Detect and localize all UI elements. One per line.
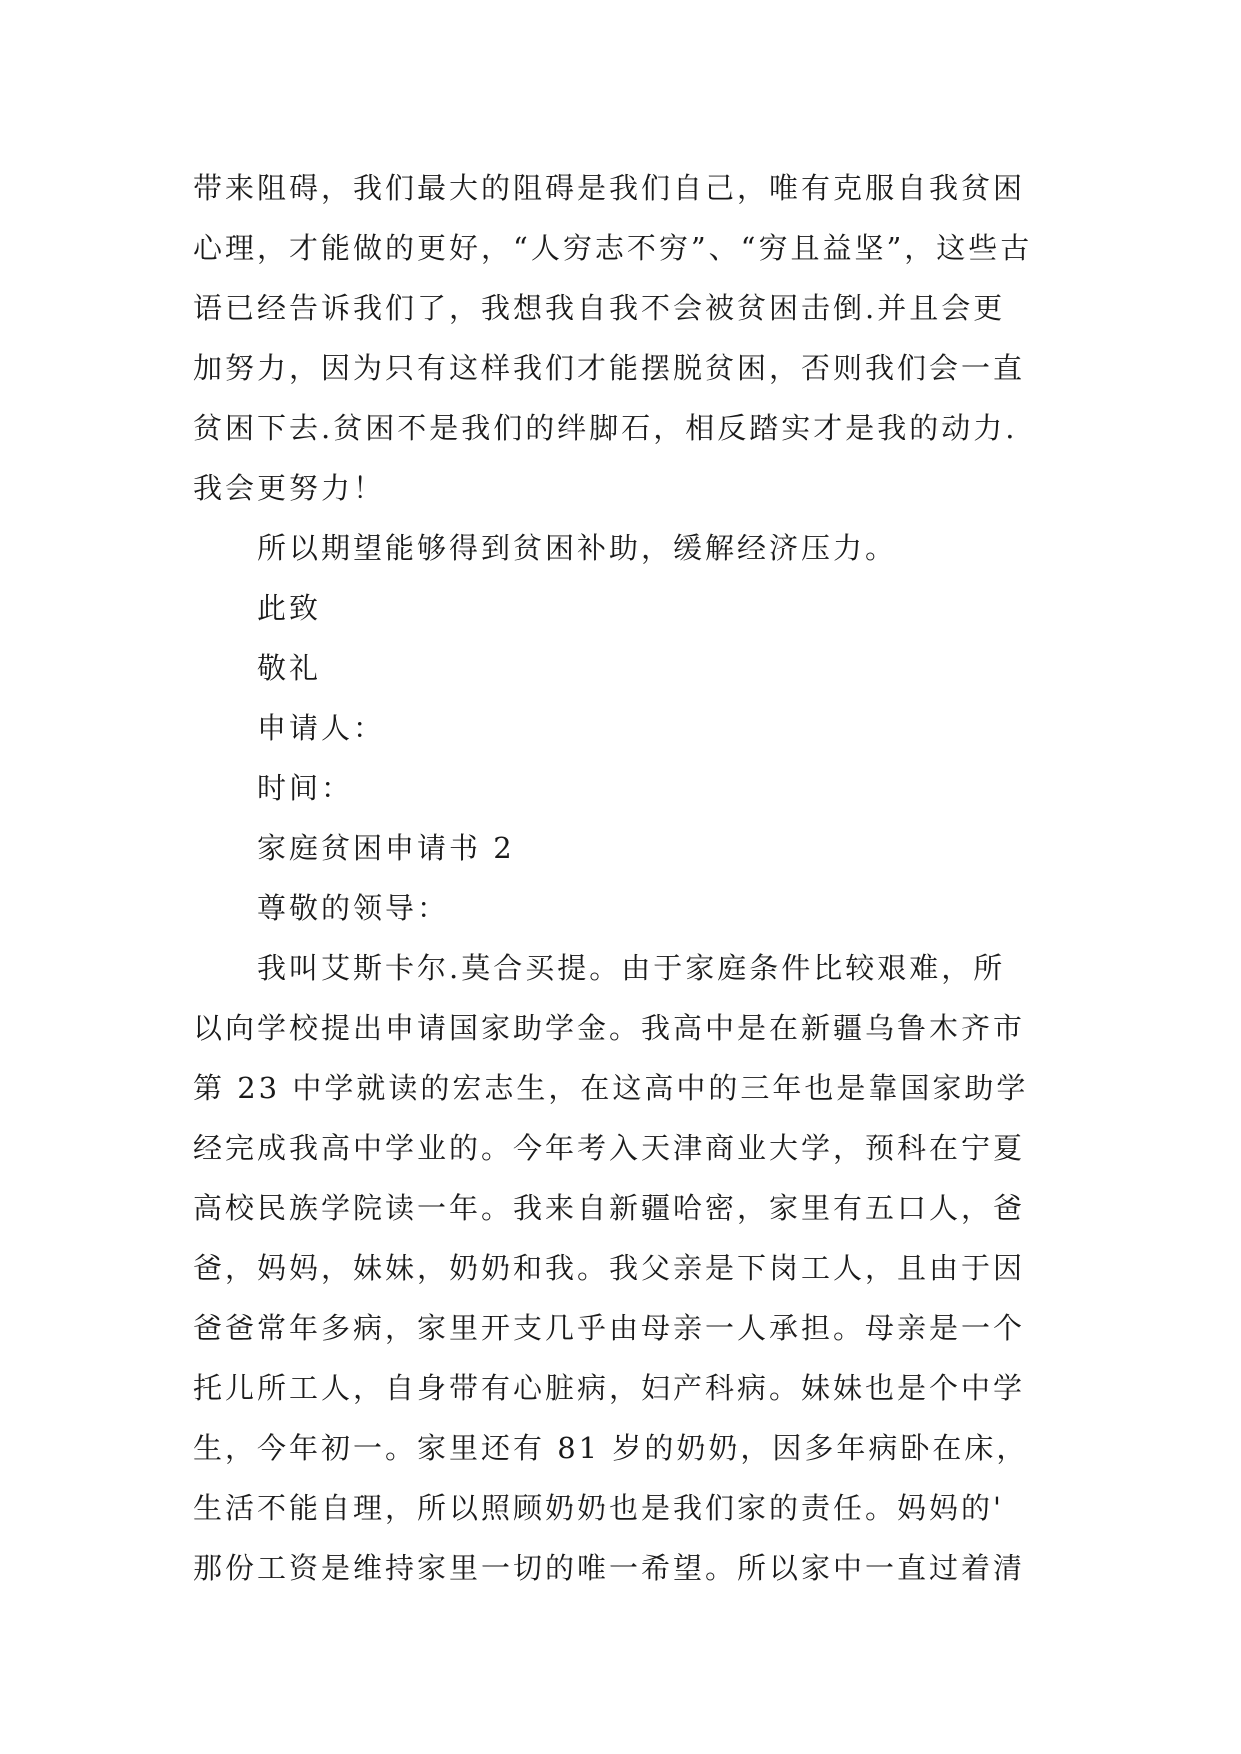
line-text: 我叫艾斯卡尔.莫合买提。由于家庭条件比较艰难，所 bbox=[257, 951, 1006, 985]
closing-line bbox=[193, 638, 1053, 698]
section-title: 家庭贫困申请书 2 bbox=[257, 831, 515, 865]
document-body bbox=[193, 158, 1053, 1598]
text-line bbox=[193, 278, 1053, 338]
text-line bbox=[193, 1058, 1053, 1118]
salutation-text: 尊敬的领导： bbox=[257, 891, 450, 925]
line-text: 高校民族学院读一年。我来自新疆哈密，家里有五口人，爸 bbox=[193, 1191, 1026, 1225]
line-text: 生活不能自理，所以照顾奶奶也是我们家的责任。妈妈的' bbox=[193, 1491, 1004, 1525]
line-text: 所以期望能够得到贫困补助，缓解经济压力。 bbox=[257, 531, 898, 565]
line-text: 加努力，因为只有这样我们才能摆脱贫困，否则我们会一直 bbox=[193, 351, 1026, 385]
applicant-label: 申请人： bbox=[257, 711, 386, 745]
text-line bbox=[193, 998, 1053, 1058]
text-line bbox=[193, 1358, 1053, 1418]
line-text: 爸爸常年多病，家里开支几乎由母亲一人承担。母亲是一个 bbox=[193, 1311, 1026, 1345]
line-text: 爸，妈妈，妹妹，奶奶和我。我父亲是下岗工人，且由于因 bbox=[193, 1251, 1026, 1285]
text-line bbox=[193, 398, 1053, 458]
line-text: 以向学校提出申请国家助学金。我高中是在新疆乌鲁木齐市 bbox=[193, 1011, 1026, 1045]
line-text: 语已经告诉我们了，我想我自我不会被贫困击倒.并且会更 bbox=[193, 291, 1006, 325]
text-line bbox=[193, 458, 1053, 518]
line-text: 我会更努力！ bbox=[193, 471, 386, 505]
text-line bbox=[193, 1238, 1053, 1298]
date-line bbox=[193, 758, 1053, 818]
text-line bbox=[193, 338, 1053, 398]
line-text: 心理，才能做的更好，“人穷志不穷”、“穷且益坚”，这些古 bbox=[193, 231, 1033, 265]
text-line bbox=[193, 1418, 1053, 1478]
text-line bbox=[193, 1298, 1053, 1358]
line-text: 那份工资是维持家里一切的唯一希望。所以家中一直过着清 bbox=[193, 1551, 1026, 1585]
paragraph-line bbox=[193, 938, 1053, 998]
text-line bbox=[193, 1118, 1053, 1178]
applicant-line bbox=[193, 698, 1053, 758]
line-text: 第 23 中学就读的宏志生，在这高中的三年也是靠国家助学 bbox=[193, 1071, 1029, 1105]
line-text: 经完成我高中学业的。今年考入天津商业大学，预科在宁夏 bbox=[193, 1131, 1026, 1165]
line-text: 托儿所工人，自身带有心脏病，妇产科病。妹妹也是个中学 bbox=[193, 1371, 1026, 1405]
closing-text: 此致 bbox=[257, 591, 322, 625]
date-label: 时间： bbox=[257, 771, 354, 805]
text-line bbox=[193, 1178, 1053, 1238]
salutation-line bbox=[193, 878, 1053, 938]
paragraph-line bbox=[193, 518, 1053, 578]
text-line bbox=[193, 1478, 1053, 1538]
line-text: 贫困下去.贫困不是我们的绊脚石，相反踏实才是我的动力. bbox=[193, 411, 1018, 445]
line-text: 生，今年初一。家里还有 81 岁的奶奶，因多年病卧在床， bbox=[193, 1431, 1029, 1465]
text-line bbox=[193, 158, 1053, 218]
text-line bbox=[193, 218, 1053, 278]
closing-text: 敬礼 bbox=[257, 651, 322, 685]
line-text: 带来阻碍，我们最大的阻碍是我们自己，唯有克服自我贫困 bbox=[193, 171, 1026, 205]
closing-line bbox=[193, 578, 1053, 638]
text-line bbox=[193, 1538, 1053, 1598]
section-heading bbox=[193, 818, 1053, 878]
